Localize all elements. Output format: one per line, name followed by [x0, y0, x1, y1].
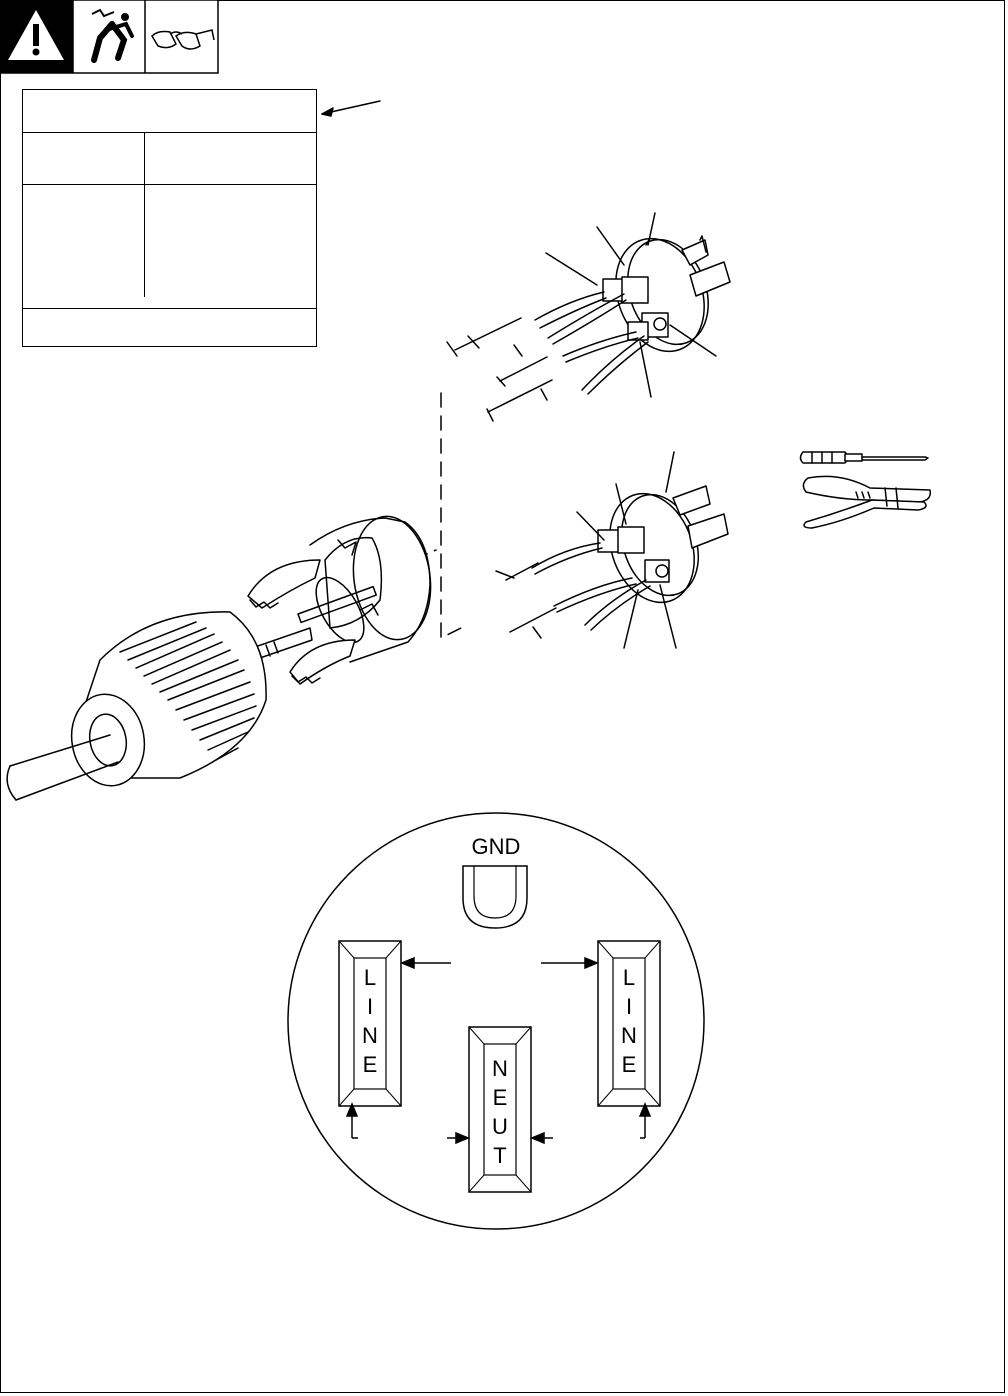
crimping-pliers-icon	[803, 476, 930, 528]
table-pointer-arrow	[322, 101, 380, 116]
line-left-letter: N	[362, 1023, 378, 1048]
plug-face-diagram	[288, 813, 704, 1229]
plug-insert-lower	[496, 452, 728, 648]
line-left-letter: L	[363, 965, 377, 990]
line-left-letter: E	[362, 1052, 378, 1077]
line-left-letter: I	[366, 994, 374, 1019]
line-right-letter: N	[621, 1023, 637, 1048]
ground-label: GND	[471, 834, 521, 859]
neutral-letter: N	[492, 1056, 508, 1081]
plug-insert-upper	[447, 213, 730, 421]
neutral-letter: U	[492, 1114, 508, 1139]
neutral-letter: E	[492, 1085, 508, 1110]
line-right-letter: I	[625, 994, 633, 1019]
screwdriver-icon	[801, 452, 929, 463]
plug-housing	[298, 511, 438, 662]
line-right-letter: E	[621, 1052, 637, 1077]
line-right-letter: L	[622, 965, 636, 990]
alignment-dashed-line	[441, 393, 461, 638]
neutral-letter: T	[493, 1143, 507, 1168]
knurled-nut	[65, 612, 267, 792]
